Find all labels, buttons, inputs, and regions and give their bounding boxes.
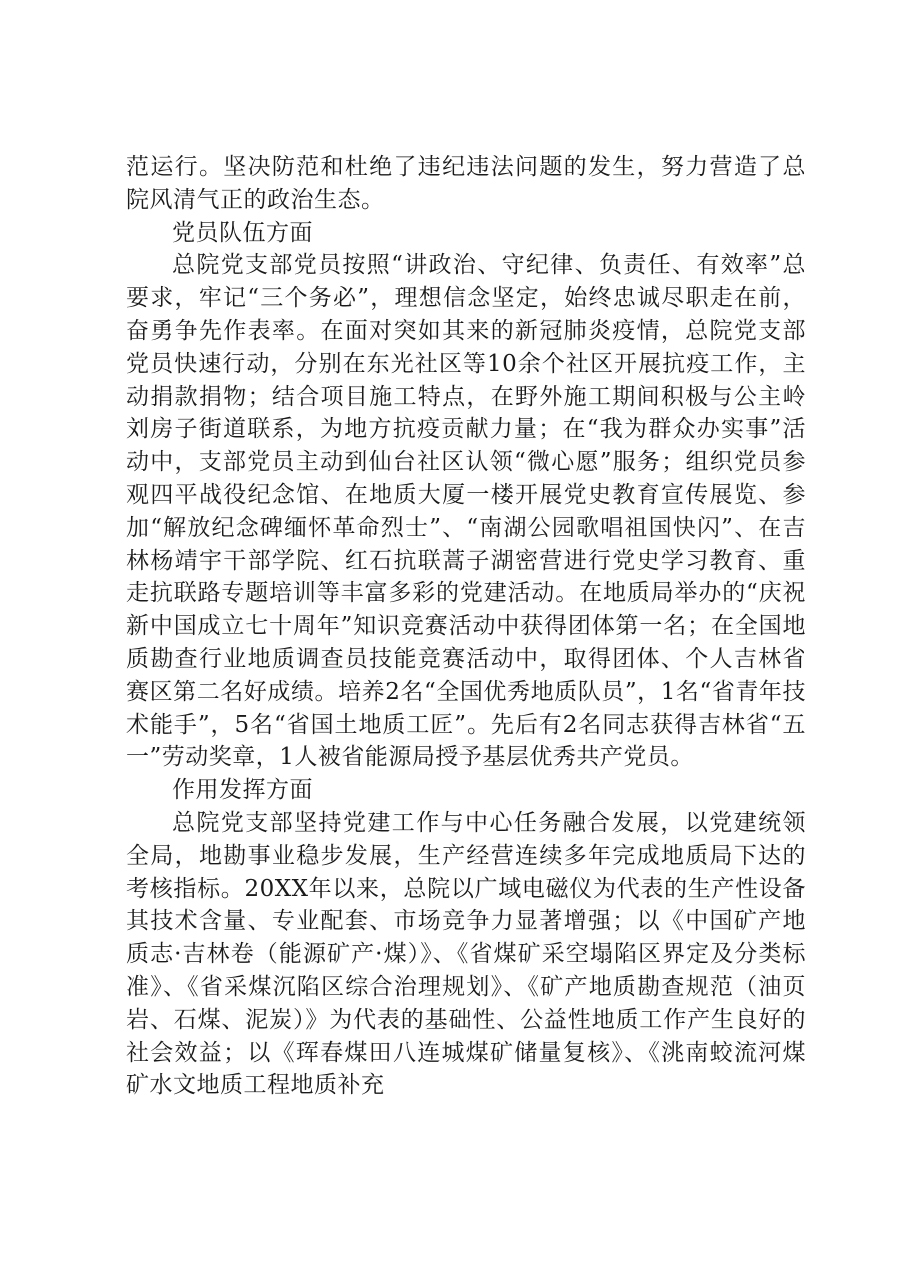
section-heading-role: 作用发挥方面: [172, 777, 313, 804]
paragraph-party-members: 总院党支部党员按照“讲政治、守纪律、负责任、有效率”总要求，牢记“三个务必”，理想信念坚定，始终忠诚尽职走在前，奋勇争先作表率。在面对突如其来的新冠肺炎疫情，总院党支部党员快速行动，分别在东光社区等10余个社区开展抗疫工作，主动捐款捐物；结合项目施工特点，在野外施工期间积极与公主岭刘房子街道联系，为地方抗疫贡献力量；在“我为群众办实事”活动中，支部党员主动到仙台社区认领“微心愿”服务；组织党员参观四平战役纪念馆、在地质大厦一楼开展党史教育宣传展览、参加“解放纪念碑缅怀革命烈士”、“南湖公园歌唱祖国快闪”、在吉林杨靖宇干部学院、红石抗联蒿子湖密营进行党史学习教育、重走抗联路专题培训等丰富多彩的党建活动。在地质局举办的“庆祝新中国成立七十周年”知识竞赛活动中获得团体第一名；在全国地质勘查行业地质调查员技能竞赛活动中，取得团体、个人吉林省赛区第二名好成绩。培养2名“全国优秀地质队员”，1名“省青年技术能手”，5名“省国土地质工匠”。先后有2名同志获得吉林省“五一”劳动奖章，1人被省能源局授予基层优秀共产党员。: [126, 252, 806, 771]
paragraph-opening: 范运行。坚决防范和杜绝了违纪违法问题的发生，努力营造了总院风清气正的政治生态。: [126, 154, 806, 213]
section-heading-party-members: 党员队伍方面: [172, 219, 313, 246]
paragraph-role: 总院党支部坚持党建工作与中心任务融合发展，以党建统领全局，地勘事业稳步发展，生产经营连续多年完成地质局下达的考核指标。20XX年以来，总院以广域电磁仪为代表的生产性设备其技术含量、专业配套、市场竞争力显著增强；以《中国矿产地质志·吉林卷（能源矿产·煤）》、《省煤矿采空塌陷区界定及分类标准》、《省采煤沉陷区综合治理规划》、《矿产地质勘查规范（油页岩、石煤、泥炭）》为代表的基础性、公益性地质工作产生良好的社会效益；以《珲春煤田八连城煤矿储量复核》、《洮南蛟流河煤矿水文地质工程地质补充: [126, 809, 806, 1099]
document-body: [126, 151, 806, 1102]
